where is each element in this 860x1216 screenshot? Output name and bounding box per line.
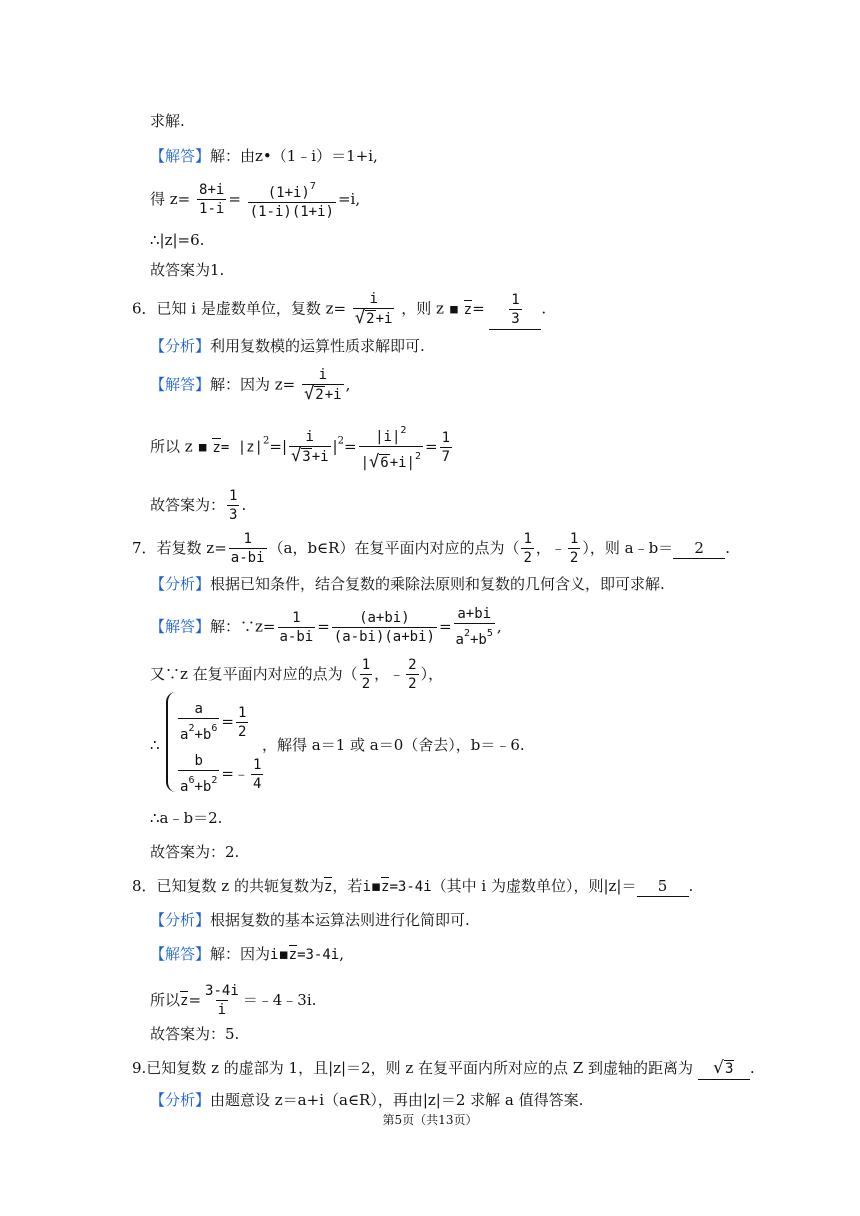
fraction: $\frac{1}{a-bi}$: [230, 531, 265, 566]
fraction: $\frac{1}{4}$: [252, 756, 262, 792]
system-eq-1: $\frac{a}{a^2+b^6}$ = $\frac{1}{2}$: [180, 701, 247, 743]
fraction: $\frac{(1+i)^7}{(1-i)(1+i)}$: [249, 181, 334, 220]
answer-line: 【解答】解：由z•（1﹣i）＝1+i,: [150, 147, 378, 165]
fraction: $\frac{1}{2}$: [237, 704, 247, 740]
fraction: $\frac{a}{a^2+b^6}$: [180, 701, 218, 743]
analysis-line: 【分析】根据已知条件，结合复数的乘除法原则和复数的几何含义，即可求解.: [150, 575, 665, 593]
analysis-line: 【分析】根据复数的基本运算法则进行化简即可.: [150, 911, 470, 929]
answer-line: 【解答】解：因为 z= $\frac{i}{√2+i}$ ,: [150, 367, 351, 404]
fraction: $\frac{1}{2}$: [523, 531, 532, 566]
fraction: $\frac{2}{2}$: [408, 657, 417, 692]
fraction: $\frac{a+bi}{a^2+b^5}$: [455, 606, 493, 648]
text-line: 求解.: [150, 112, 185, 130]
question-7: 7．若复数 z= $\frac{1}{a-bi}$ （a，b∈R）在复平面内对应的点为（ $\frac{1}{2}$ ，﹣ $\frac{1}{2}$ ），则 a﹣b＝ 2 .: [132, 531, 730, 566]
fraction: $\frac{|i|^2}{|√6+i|^2}$: [360, 425, 422, 472]
answer-tag: 【解答】: [150, 945, 211, 963]
answer-line: 【解答】解：因为i▪z=3-4i,: [150, 945, 345, 963]
fraction: $\frac{(a+bi)}{(a-bi)(a+bi)}$: [333, 609, 435, 645]
text-line: ，解得 a＝1 或 a＝0（舍去），b＝﹣6.: [262, 736, 525, 754]
analysis-tag: 【分析】: [150, 1091, 211, 1109]
fraction: $\frac{i}{√2+i}$: [304, 367, 342, 404]
answer-tag: 【解答】: [150, 375, 211, 394]
formula-line: 所以 z ▪ $z= |z|^2=|$ $\frac{i}{√3+i}$ $|^2=$ $\frac{|i|^2}{|√6+i|^2}$ = $\frac{1}{7}$: [150, 422, 454, 473]
question-6: 6．已知 i 是虚数单位，复数 z= $\frac{i}{√2+i}$ ，则 z ▪ z= $\frac{1}{3}$ .: [132, 291, 547, 328]
fraction: $\frac{i}{√3+i}$: [291, 429, 329, 466]
fraction: $\frac{3-4i}{i}$: [205, 983, 239, 1018]
answer-tag: 【解答】: [150, 617, 211, 636]
analysis-tag: 【分析】: [150, 911, 211, 929]
formula-line: 得 z= $\frac{8+i}{1-i}$ = $\frac{(1+i)^7}{(1-i)(1+i)}$ =i,: [150, 178, 360, 222]
fraction: $\frac{1}{2}$: [361, 657, 371, 692]
analysis-line: 【分析】由题意设 z＝a+i（a∈R），再由|z|＝2 求解 a 值得答案.: [150, 1091, 584, 1109]
answer-tag: 【解答】: [150, 147, 211, 165]
fraction: $\frac{1}{a-bi}$: [279, 609, 314, 645]
analysis-tag: 【分析】: [150, 575, 211, 593]
text-line: 故答案为：2.: [150, 843, 240, 861]
fraction: $\frac{8+i}{1-i}$: [199, 182, 225, 217]
answer-line: 【解答】解：∵z= $\frac{1}{a-bi}$ = $\frac{(a+bi)}{(a-bi)(a+bi)}$ = $\frac{a+bi}{a^2+b^5}$ ,: [150, 606, 502, 648]
text-line: 故答案为1.: [150, 261, 225, 279]
fraction: $\frac{1}{2}$: [569, 531, 579, 566]
page-footer: 第5页（共13页）: [382, 1113, 478, 1127]
text-line: ∴a﹣b＝2.: [150, 809, 223, 827]
answer-fraction: $\frac{1}{3}$: [511, 291, 520, 327]
question-9: 9.已知复数 z 的虚部为 1，且|z|＝2，则 z 在复平面内所对应的点 Z 到虚轴的距离为 √3 .: [132, 1058, 755, 1078]
fraction: $\frac{b}{a^6+b^2}$: [180, 753, 218, 795]
analysis-line: 【分析】利用复数模的运算性质求解即可.: [150, 337, 425, 355]
question-8: 8．已知复数 z 的共轭复数为z，若i▪z=3-4i（其中 i 为虚数单位），则|z|＝ 5 .: [132, 877, 694, 895]
text-line: ∴|z|=6.: [150, 231, 205, 249]
system-eq-2: $\frac{b}{a^6+b^2}$ =﹣ $\frac{1}{4}$: [180, 753, 262, 795]
text-line: 故答案为：5.: [150, 1025, 240, 1043]
fraction: $\frac{i}{√2+i}$: [354, 291, 393, 328]
fraction: $\frac{1}{3}$: [229, 488, 238, 523]
text-line: 又∵z 在复平面内对应的点为（ $\frac{1}{2}$ ，﹣ $\frac{2}{2}$ ），: [150, 657, 444, 692]
fraction: $\frac{1}{7}$: [441, 429, 451, 465]
formula-line: 所以z= $\frac{3-4i}{i}$ ＝﹣4﹣3i.: [150, 983, 317, 1018]
text-line: 故答案为： $\frac{1}{3}$ .: [150, 488, 247, 523]
therefore: ∴: [150, 736, 160, 754]
analysis-tag: 【分析】: [150, 337, 211, 355]
